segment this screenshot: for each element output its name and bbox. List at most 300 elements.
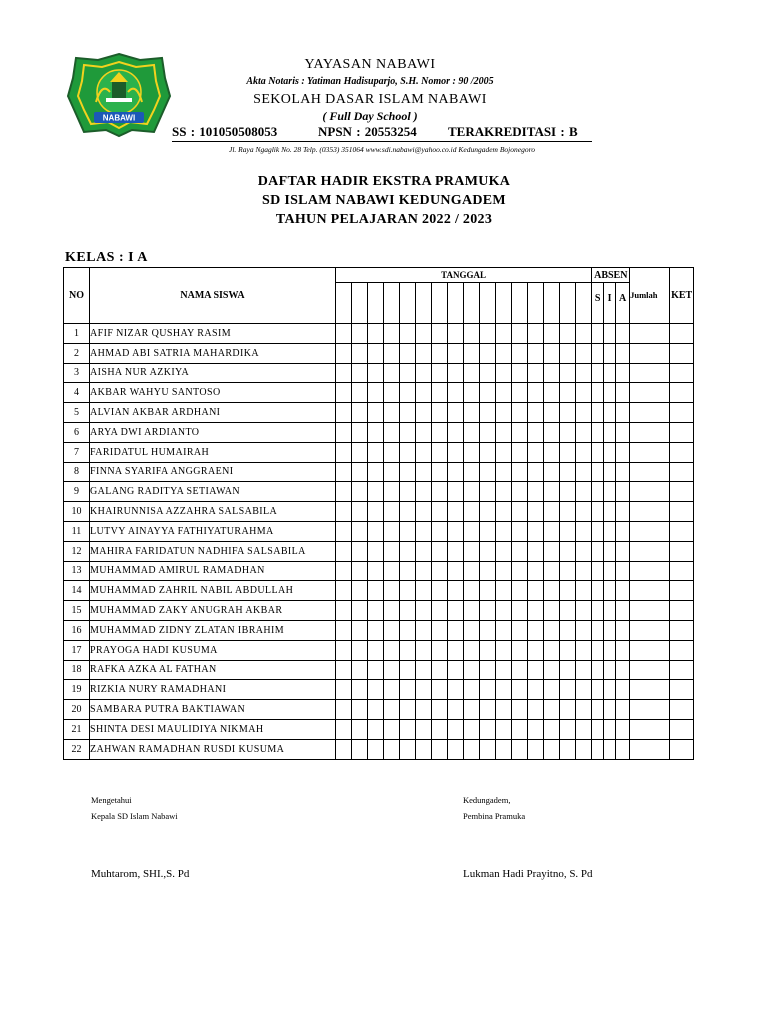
attendance-cell[interactable]: [400, 620, 416, 640]
attendance-cell[interactable]: [560, 640, 576, 660]
attendance-cell[interactable]: [464, 561, 480, 581]
attendance-cell[interactable]: [432, 363, 448, 383]
attendance-cell[interactable]: [336, 541, 352, 561]
attendance-cell[interactable]: [560, 739, 576, 759]
absence-cell[interactable]: [592, 719, 604, 739]
attendance-cell[interactable]: [336, 462, 352, 482]
attendance-cell[interactable]: [368, 601, 384, 621]
note-cell[interactable]: [670, 383, 694, 403]
attendance-cell[interactable]: [576, 521, 592, 541]
attendance-cell[interactable]: [464, 620, 480, 640]
attendance-cell[interactable]: [368, 700, 384, 720]
total-cell[interactable]: [630, 739, 670, 759]
attendance-cell[interactable]: [400, 422, 416, 442]
attendance-cell[interactable]: [384, 620, 400, 640]
absence-cell[interactable]: [592, 561, 604, 581]
absence-cell[interactable]: [616, 502, 630, 522]
attendance-cell[interactable]: [560, 561, 576, 581]
attendance-cell[interactable]: [416, 502, 432, 522]
attendance-cell[interactable]: [432, 719, 448, 739]
attendance-cell[interactable]: [464, 462, 480, 482]
attendance-cell[interactable]: [400, 521, 416, 541]
attendance-cell[interactable]: [336, 502, 352, 522]
attendance-cell[interactable]: [464, 541, 480, 561]
attendance-cell[interactable]: [400, 561, 416, 581]
attendance-cell[interactable]: [560, 343, 576, 363]
attendance-cell[interactable]: [384, 660, 400, 680]
absence-cell[interactable]: [604, 383, 616, 403]
attendance-cell[interactable]: [384, 601, 400, 621]
attendance-cell[interactable]: [560, 403, 576, 423]
attendance-cell[interactable]: [384, 462, 400, 482]
attendance-cell[interactable]: [416, 680, 432, 700]
absence-cell[interactable]: [616, 601, 630, 621]
attendance-cell[interactable]: [576, 541, 592, 561]
total-cell[interactable]: [630, 680, 670, 700]
attendance-cell[interactable]: [352, 462, 368, 482]
attendance-cell[interactable]: [560, 442, 576, 462]
attendance-cell[interactable]: [544, 561, 560, 581]
attendance-cell[interactable]: [496, 620, 512, 640]
attendance-cell[interactable]: [368, 521, 384, 541]
attendance-cell[interactable]: [464, 700, 480, 720]
attendance-cell[interactable]: [368, 541, 384, 561]
total-cell[interactable]: [630, 343, 670, 363]
note-cell[interactable]: [670, 581, 694, 601]
attendance-cell[interactable]: [416, 422, 432, 442]
attendance-cell[interactable]: [576, 324, 592, 344]
attendance-cell[interactable]: [480, 660, 496, 680]
attendance-cell[interactable]: [352, 719, 368, 739]
attendance-cell[interactable]: [464, 482, 480, 502]
absence-cell[interactable]: [604, 403, 616, 423]
absence-cell[interactable]: [604, 561, 616, 581]
attendance-cell[interactable]: [480, 581, 496, 601]
attendance-cell[interactable]: [528, 739, 544, 759]
attendance-cell[interactable]: [448, 521, 464, 541]
attendance-cell[interactable]: [448, 581, 464, 601]
attendance-cell[interactable]: [560, 422, 576, 442]
absence-cell[interactable]: [604, 719, 616, 739]
attendance-cell[interactable]: [448, 363, 464, 383]
total-cell[interactable]: [630, 442, 670, 462]
attendance-cell[interactable]: [368, 403, 384, 423]
attendance-cell[interactable]: [544, 502, 560, 522]
attendance-cell[interactable]: [352, 403, 368, 423]
attendance-cell[interactable]: [544, 462, 560, 482]
attendance-cell[interactable]: [416, 343, 432, 363]
attendance-cell[interactable]: [576, 343, 592, 363]
attendance-cell[interactable]: [496, 680, 512, 700]
attendance-cell[interactable]: [384, 343, 400, 363]
attendance-cell[interactable]: [368, 502, 384, 522]
attendance-cell[interactable]: [464, 581, 480, 601]
absence-cell[interactable]: [604, 680, 616, 700]
absence-cell[interactable]: [604, 442, 616, 462]
attendance-cell[interactable]: [544, 680, 560, 700]
attendance-cell[interactable]: [336, 442, 352, 462]
attendance-cell[interactable]: [528, 640, 544, 660]
attendance-cell[interactable]: [528, 403, 544, 423]
attendance-cell[interactable]: [576, 502, 592, 522]
attendance-cell[interactable]: [576, 462, 592, 482]
attendance-cell[interactable]: [352, 660, 368, 680]
absence-cell[interactable]: [616, 620, 630, 640]
attendance-cell[interactable]: [400, 324, 416, 344]
attendance-cell[interactable]: [416, 482, 432, 502]
attendance-cell[interactable]: [336, 719, 352, 739]
attendance-cell[interactable]: [432, 383, 448, 403]
absence-cell[interactable]: [592, 660, 604, 680]
attendance-cell[interactable]: [400, 680, 416, 700]
absence-cell[interactable]: [616, 700, 630, 720]
total-cell[interactable]: [630, 581, 670, 601]
attendance-cell[interactable]: [336, 660, 352, 680]
attendance-cell[interactable]: [384, 324, 400, 344]
attendance-cell[interactable]: [496, 422, 512, 442]
attendance-cell[interactable]: [544, 482, 560, 502]
absence-cell[interactable]: [592, 482, 604, 502]
attendance-cell[interactable]: [368, 640, 384, 660]
attendance-cell[interactable]: [416, 403, 432, 423]
absence-cell[interactable]: [604, 422, 616, 442]
attendance-cell[interactable]: [544, 640, 560, 660]
attendance-cell[interactable]: [432, 482, 448, 502]
attendance-cell[interactable]: [576, 640, 592, 660]
attendance-cell[interactable]: [480, 324, 496, 344]
absence-cell[interactable]: [616, 660, 630, 680]
attendance-cell[interactable]: [416, 324, 432, 344]
attendance-cell[interactable]: [512, 383, 528, 403]
note-cell[interactable]: [670, 680, 694, 700]
attendance-cell[interactable]: [512, 660, 528, 680]
attendance-cell[interactable]: [544, 581, 560, 601]
attendance-cell[interactable]: [496, 739, 512, 759]
attendance-cell[interactable]: [432, 324, 448, 344]
attendance-cell[interactable]: [480, 719, 496, 739]
note-cell[interactable]: [670, 343, 694, 363]
attendance-cell[interactable]: [576, 403, 592, 423]
attendance-cell[interactable]: [352, 601, 368, 621]
absence-cell[interactable]: [616, 640, 630, 660]
absence-cell[interactable]: [592, 422, 604, 442]
attendance-cell[interactable]: [448, 324, 464, 344]
attendance-cell[interactable]: [512, 541, 528, 561]
note-cell[interactable]: [670, 482, 694, 502]
attendance-cell[interactable]: [560, 700, 576, 720]
attendance-cell[interactable]: [560, 521, 576, 541]
attendance-cell[interactable]: [432, 561, 448, 581]
attendance-cell[interactable]: [384, 482, 400, 502]
attendance-cell[interactable]: [512, 561, 528, 581]
attendance-cell[interactable]: [352, 739, 368, 759]
attendance-cell[interactable]: [496, 601, 512, 621]
attendance-cell[interactable]: [448, 660, 464, 680]
absence-cell[interactable]: [592, 601, 604, 621]
attendance-cell[interactable]: [336, 343, 352, 363]
total-cell[interactable]: [630, 383, 670, 403]
attendance-cell[interactable]: [384, 521, 400, 541]
attendance-cell[interactable]: [368, 442, 384, 462]
attendance-cell[interactable]: [352, 383, 368, 403]
absence-cell[interactable]: [616, 541, 630, 561]
attendance-cell[interactable]: [448, 541, 464, 561]
attendance-cell[interactable]: [368, 343, 384, 363]
note-cell[interactable]: [670, 363, 694, 383]
attendance-cell[interactable]: [368, 739, 384, 759]
attendance-cell[interactable]: [384, 719, 400, 739]
note-cell[interactable]: [670, 442, 694, 462]
absence-cell[interactable]: [616, 739, 630, 759]
attendance-cell[interactable]: [448, 383, 464, 403]
attendance-cell[interactable]: [384, 422, 400, 442]
total-cell[interactable]: [630, 462, 670, 482]
attendance-cell[interactable]: [352, 502, 368, 522]
absence-cell[interactable]: [616, 324, 630, 344]
attendance-cell[interactable]: [480, 422, 496, 442]
attendance-cell[interactable]: [512, 442, 528, 462]
absence-cell[interactable]: [616, 422, 630, 442]
absence-cell[interactable]: [604, 482, 616, 502]
attendance-cell[interactable]: [560, 363, 576, 383]
attendance-cell[interactable]: [576, 700, 592, 720]
attendance-cell[interactable]: [448, 739, 464, 759]
attendance-cell[interactable]: [544, 363, 560, 383]
absence-cell[interactable]: [604, 324, 616, 344]
attendance-cell[interactable]: [576, 561, 592, 581]
attendance-cell[interactable]: [352, 442, 368, 462]
note-cell[interactable]: [670, 739, 694, 759]
attendance-cell[interactable]: [400, 482, 416, 502]
absence-cell[interactable]: [604, 581, 616, 601]
attendance-cell[interactable]: [352, 680, 368, 700]
attendance-cell[interactable]: [400, 383, 416, 403]
attendance-cell[interactable]: [544, 442, 560, 462]
absence-cell[interactable]: [592, 700, 604, 720]
absence-cell[interactable]: [616, 462, 630, 482]
attendance-cell[interactable]: [464, 601, 480, 621]
attendance-cell[interactable]: [368, 719, 384, 739]
attendance-cell[interactable]: [336, 620, 352, 640]
absence-cell[interactable]: [592, 403, 604, 423]
attendance-cell[interactable]: [448, 482, 464, 502]
absence-cell[interactable]: [616, 521, 630, 541]
attendance-cell[interactable]: [480, 462, 496, 482]
total-cell[interactable]: [630, 541, 670, 561]
attendance-cell[interactable]: [384, 442, 400, 462]
attendance-cell[interactable]: [448, 680, 464, 700]
attendance-cell[interactable]: [544, 719, 560, 739]
attendance-cell[interactable]: [352, 422, 368, 442]
attendance-cell[interactable]: [352, 521, 368, 541]
attendance-cell[interactable]: [432, 581, 448, 601]
attendance-cell[interactable]: [448, 343, 464, 363]
attendance-cell[interactable]: [464, 422, 480, 442]
attendance-cell[interactable]: [544, 601, 560, 621]
attendance-cell[interactable]: [416, 581, 432, 601]
attendance-cell[interactable]: [432, 700, 448, 720]
attendance-cell[interactable]: [432, 601, 448, 621]
attendance-cell[interactable]: [432, 403, 448, 423]
attendance-cell[interactable]: [400, 601, 416, 621]
attendance-cell[interactable]: [528, 462, 544, 482]
absence-cell[interactable]: [616, 403, 630, 423]
absence-cell[interactable]: [616, 680, 630, 700]
attendance-cell[interactable]: [384, 383, 400, 403]
attendance-cell[interactable]: [512, 640, 528, 660]
absence-cell[interactable]: [592, 739, 604, 759]
attendance-cell[interactable]: [416, 700, 432, 720]
attendance-cell[interactable]: [480, 739, 496, 759]
attendance-cell[interactable]: [336, 680, 352, 700]
absence-cell[interactable]: [592, 324, 604, 344]
attendance-cell[interactable]: [480, 680, 496, 700]
attendance-cell[interactable]: [352, 620, 368, 640]
attendance-cell[interactable]: [512, 739, 528, 759]
attendance-cell[interactable]: [528, 680, 544, 700]
attendance-cell[interactable]: [496, 324, 512, 344]
attendance-cell[interactable]: [432, 620, 448, 640]
absence-cell[interactable]: [616, 561, 630, 581]
attendance-cell[interactable]: [432, 462, 448, 482]
attendance-cell[interactable]: [464, 680, 480, 700]
note-cell[interactable]: [670, 502, 694, 522]
attendance-cell[interactable]: [512, 422, 528, 442]
attendance-cell[interactable]: [528, 719, 544, 739]
attendance-cell[interactable]: [544, 324, 560, 344]
attendance-cell[interactable]: [576, 719, 592, 739]
absence-cell[interactable]: [604, 739, 616, 759]
absence-cell[interactable]: [616, 383, 630, 403]
attendance-cell[interactable]: [432, 541, 448, 561]
attendance-cell[interactable]: [416, 719, 432, 739]
attendance-cell[interactable]: [512, 462, 528, 482]
attendance-cell[interactable]: [384, 700, 400, 720]
total-cell[interactable]: [630, 521, 670, 541]
absence-cell[interactable]: [604, 640, 616, 660]
attendance-cell[interactable]: [528, 343, 544, 363]
attendance-cell[interactable]: [464, 403, 480, 423]
attendance-cell[interactable]: [544, 422, 560, 442]
total-cell[interactable]: [630, 482, 670, 502]
attendance-cell[interactable]: [368, 363, 384, 383]
absence-cell[interactable]: [592, 343, 604, 363]
attendance-cell[interactable]: [528, 324, 544, 344]
note-cell[interactable]: [670, 561, 694, 581]
attendance-cell[interactable]: [432, 521, 448, 541]
attendance-cell[interactable]: [528, 660, 544, 680]
attendance-cell[interactable]: [512, 521, 528, 541]
attendance-cell[interactable]: [464, 442, 480, 462]
attendance-cell[interactable]: [496, 719, 512, 739]
attendance-cell[interactable]: [480, 482, 496, 502]
attendance-cell[interactable]: [480, 403, 496, 423]
attendance-cell[interactable]: [512, 601, 528, 621]
attendance-cell[interactable]: [400, 462, 416, 482]
attendance-cell[interactable]: [576, 383, 592, 403]
attendance-cell[interactable]: [576, 601, 592, 621]
attendance-cell[interactable]: [352, 343, 368, 363]
attendance-cell[interactable]: [464, 343, 480, 363]
attendance-cell[interactable]: [496, 482, 512, 502]
attendance-cell[interactable]: [512, 324, 528, 344]
attendance-cell[interactable]: [416, 383, 432, 403]
attendance-cell[interactable]: [496, 521, 512, 541]
attendance-cell[interactable]: [336, 422, 352, 442]
total-cell[interactable]: [630, 601, 670, 621]
attendance-cell[interactable]: [512, 502, 528, 522]
attendance-cell[interactable]: [448, 502, 464, 522]
attendance-cell[interactable]: [448, 403, 464, 423]
attendance-cell[interactable]: [560, 383, 576, 403]
attendance-cell[interactable]: [432, 739, 448, 759]
attendance-cell[interactable]: [576, 620, 592, 640]
attendance-cell[interactable]: [352, 541, 368, 561]
attendance-cell[interactable]: [336, 521, 352, 541]
attendance-cell[interactable]: [336, 581, 352, 601]
attendance-cell[interactable]: [528, 383, 544, 403]
attendance-cell[interactable]: [544, 521, 560, 541]
attendance-cell[interactable]: [528, 620, 544, 640]
attendance-cell[interactable]: [432, 660, 448, 680]
absence-cell[interactable]: [604, 620, 616, 640]
total-cell[interactable]: [630, 403, 670, 423]
attendance-cell[interactable]: [384, 541, 400, 561]
absence-cell[interactable]: [592, 383, 604, 403]
attendance-cell[interactable]: [480, 383, 496, 403]
absence-cell[interactable]: [604, 343, 616, 363]
note-cell[interactable]: [670, 719, 694, 739]
note-cell[interactable]: [670, 640, 694, 660]
attendance-cell[interactable]: [544, 660, 560, 680]
attendance-cell[interactable]: [544, 403, 560, 423]
attendance-cell[interactable]: [560, 660, 576, 680]
note-cell[interactable]: [670, 422, 694, 442]
note-cell[interactable]: [670, 462, 694, 482]
attendance-cell[interactable]: [448, 442, 464, 462]
attendance-cell[interactable]: [512, 680, 528, 700]
absence-cell[interactable]: [604, 462, 616, 482]
attendance-cell[interactable]: [368, 561, 384, 581]
attendance-cell[interactable]: [336, 482, 352, 502]
attendance-cell[interactable]: [576, 442, 592, 462]
attendance-cell[interactable]: [400, 541, 416, 561]
attendance-cell[interactable]: [464, 502, 480, 522]
attendance-cell[interactable]: [432, 680, 448, 700]
total-cell[interactable]: [630, 561, 670, 581]
attendance-cell[interactable]: [384, 502, 400, 522]
absence-cell[interactable]: [616, 442, 630, 462]
total-cell[interactable]: [630, 700, 670, 720]
note-cell[interactable]: [670, 660, 694, 680]
attendance-cell[interactable]: [400, 581, 416, 601]
attendance-cell[interactable]: [576, 660, 592, 680]
attendance-cell[interactable]: [384, 561, 400, 581]
attendance-cell[interactable]: [384, 403, 400, 423]
attendance-cell[interactable]: [560, 502, 576, 522]
attendance-cell[interactable]: [480, 541, 496, 561]
note-cell[interactable]: [670, 521, 694, 541]
absence-cell[interactable]: [604, 700, 616, 720]
attendance-cell[interactable]: [576, 422, 592, 442]
attendance-cell[interactable]: [480, 561, 496, 581]
attendance-cell[interactable]: [496, 700, 512, 720]
attendance-cell[interactable]: [448, 462, 464, 482]
attendance-cell[interactable]: [400, 700, 416, 720]
attendance-cell[interactable]: [560, 601, 576, 621]
attendance-cell[interactable]: [464, 363, 480, 383]
attendance-cell[interactable]: [368, 422, 384, 442]
